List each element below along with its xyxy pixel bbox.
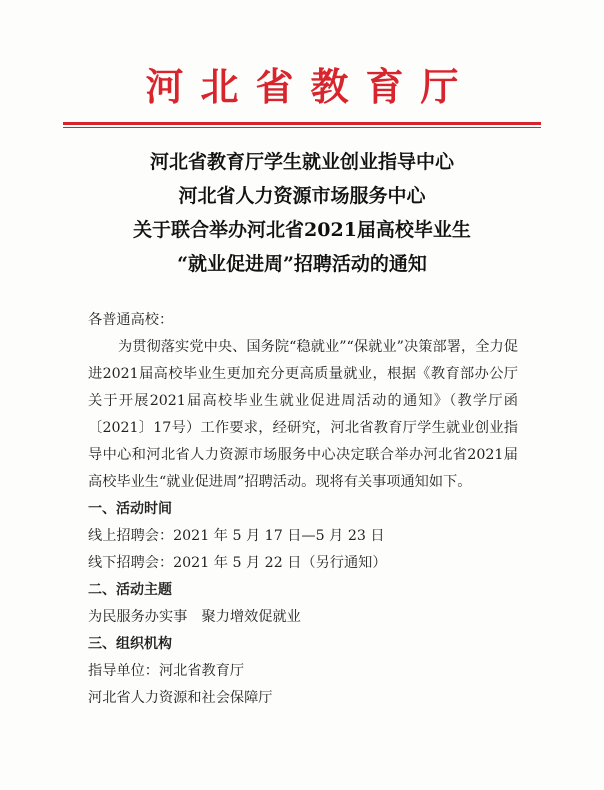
theme-text: 为民服务办实事 聚力增效促就业	[88, 609, 301, 625]
salutation: 各普通高校：	[88, 312, 174, 328]
offline-fair-date: 线下招聘会：2021 年 5 月 22 日（另行通知）	[88, 555, 387, 571]
title-line-1: 河北省教育厅学生就业创业指导中心	[149, 151, 454, 173]
letterhead-rule-thick	[63, 122, 541, 125]
section-heading-time: 一、活动时间	[88, 501, 172, 517]
section-heading-theme: 二、活动主题	[88, 582, 172, 598]
letterhead-rule-thin	[63, 127, 541, 128]
intro-paragraph: 为贯彻落实党中央、国务院“稳就业”“保就业”决策部署，全力促进2021届高校毕业生更加充分更高质量就业，根据《教育部办公厅关于开展2021届高校毕业生就业促进周活动的通知》（教学厅函〔2021〕17号）工作要求，经研究，河北省教育厅学生就业创业指导中心和河北省人力资源市场服务中心决定联合举办河北省2021届高校毕业生“就业促进周”招聘活动。现将有关事项通知如下。	[88, 339, 518, 490]
online-fair-date: 线上招聘会：2021 年 5 月 17 日—5 月 23 日	[88, 528, 385, 544]
letterhead: 河北省教育厅	[145, 64, 476, 109]
section-heading-org: 三、组织机构	[88, 636, 172, 652]
document-title	[0, 145, 604, 281]
title-line-4: “就业促进周”招聘活动的通知	[177, 253, 427, 275]
guide-unit-2: 河北省人力资源和社会保障厅	[88, 690, 273, 706]
title-line-2: 河北省人力资源市场服务中心	[178, 185, 426, 207]
guide-unit: 指导单位：河北省教育厅	[88, 663, 245, 679]
document-body	[88, 307, 518, 712]
title-line-3: 关于联合举办河北省2021届高校毕业生	[133, 219, 471, 241]
